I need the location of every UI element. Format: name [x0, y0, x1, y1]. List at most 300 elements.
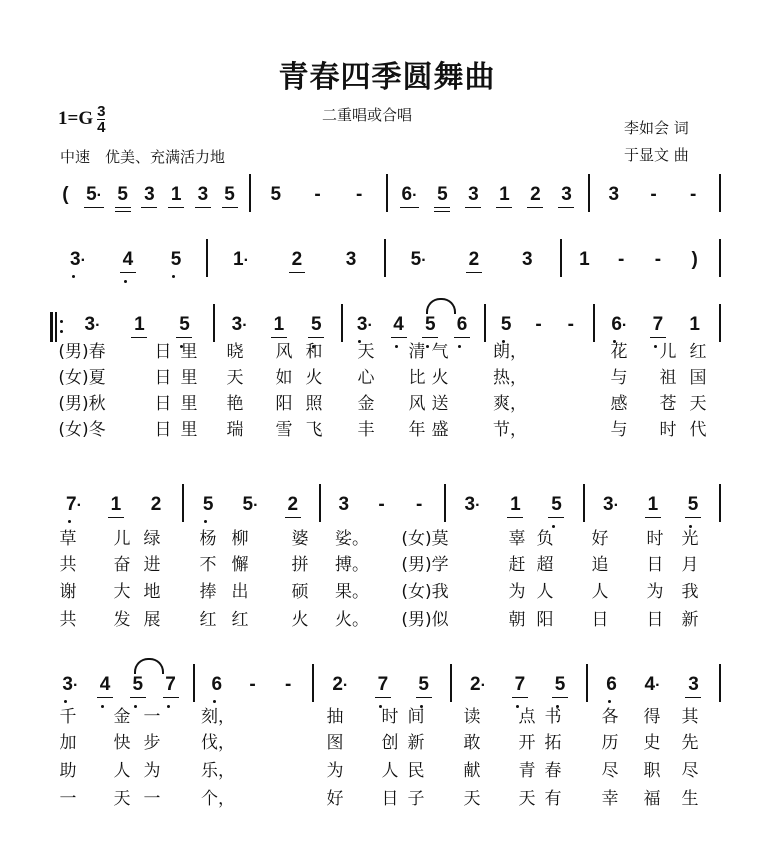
note — [647, 494, 659, 516]
measure — [52, 674, 187, 697]
lyric-syllable: 娑。 — [335, 529, 369, 549]
lyric-syllable: 大 — [113, 582, 131, 602]
lyric-syllable: 好 — [326, 789, 344, 809]
note-number: 6 — [401, 184, 413, 205]
note-number: - — [535, 314, 542, 335]
augmentation-dot: · — [621, 317, 628, 334]
dash-sustain — [652, 249, 664, 271]
measure — [592, 674, 713, 697]
lyric-syllable: 历 — [601, 733, 619, 753]
lyric-syllable: 得 — [643, 707, 661, 727]
lyric-syllable: 婆 — [291, 529, 309, 549]
lyric-syllable: (女)莫 — [401, 529, 449, 549]
lyric-syllable: 为 — [508, 582, 526, 602]
note — [603, 494, 619, 517]
barline — [593, 304, 595, 342]
lyric-syllable: 朗， — [493, 342, 527, 362]
note — [310, 314, 322, 336]
note-number: 5 — [202, 494, 214, 515]
note-number: 4 — [393, 314, 404, 335]
augmentation-dot: · — [421, 252, 427, 269]
note-number: 3 — [338, 494, 350, 515]
note-number: 7 — [66, 494, 77, 515]
key-signature — [58, 104, 105, 135]
low-octave-dot — [101, 705, 104, 708]
low-octave-dot — [72, 275, 75, 278]
parenthesis — [59, 184, 71, 206]
underline-eighth — [685, 517, 701, 518]
low-octave-dot — [134, 705, 137, 708]
repeat-sign-stroke — [50, 312, 53, 342]
note-number: - — [415, 494, 423, 515]
lyric-syllable: 我 — [681, 582, 699, 602]
lyric-syllable: 日 — [154, 420, 172, 440]
lyric-syllable: 天 — [226, 368, 244, 388]
lyric-syllable: 春 — [544, 761, 562, 781]
note — [357, 314, 373, 337]
note-number: 3 — [62, 674, 73, 695]
lyric-syllable: 心 — [357, 368, 375, 388]
lyric-syllable: 地 — [143, 582, 161, 602]
low-octave-dot — [654, 345, 657, 348]
lyric-syllable: 日 — [154, 368, 172, 388]
note — [652, 314, 664, 336]
augmentation-dot: · — [367, 317, 373, 334]
dash-sustain — [282, 674, 294, 696]
note — [291, 249, 303, 271]
note-number: 3 — [464, 494, 476, 515]
note-number: - — [355, 184, 363, 205]
underline-eighth — [512, 697, 528, 698]
measure — [594, 184, 713, 206]
measure — [219, 314, 335, 337]
underline-eighth — [434, 207, 450, 208]
barline — [386, 174, 388, 212]
measure — [212, 249, 378, 272]
lyric-syllable: 千 — [59, 707, 77, 727]
augmentation-dot: · — [76, 497, 82, 514]
note-number: 5 — [170, 249, 182, 270]
note-number: 7 — [652, 314, 664, 335]
lyric-syllable: 比 — [408, 368, 426, 388]
note — [133, 314, 145, 336]
lyric-syllable: 阳 — [275, 394, 293, 414]
note — [132, 674, 144, 696]
dash-sustain — [615, 249, 627, 271]
note — [689, 314, 701, 336]
lyric-syllable: 日 — [154, 342, 172, 362]
lyric-syllable: 丰 — [357, 420, 375, 440]
lyric-syllable: 天 — [689, 394, 707, 414]
lyric-syllable: 红 — [689, 342, 707, 362]
lyric-syllable: (女)冬 — [58, 420, 106, 440]
underline-eighth — [400, 207, 420, 208]
lyric-syllable: 快 — [113, 733, 131, 753]
note — [233, 249, 249, 272]
lyric-syllable: 谢 — [59, 582, 77, 602]
barline — [182, 484, 184, 522]
lyric-syllable: 感 — [610, 394, 628, 414]
underline-sixteenth — [115, 211, 131, 212]
measure — [255, 184, 380, 206]
underline-eighth — [141, 207, 157, 208]
dash-sustain — [353, 184, 365, 206]
dash-sustain — [246, 674, 258, 696]
lyric-syllable: 时 — [381, 707, 399, 727]
barline — [341, 304, 343, 342]
lyric-syllable: 出 — [231, 582, 249, 602]
dash-sustain — [532, 314, 544, 336]
note — [224, 184, 236, 206]
lyric-syllable: 助 — [59, 761, 77, 781]
lyric-syllable: 有 — [544, 789, 562, 809]
underline-eighth — [558, 207, 574, 208]
lyric-syllable: 年 — [408, 420, 426, 440]
barline — [484, 304, 486, 342]
lyric-syllable: 如 — [275, 368, 293, 388]
lyric-syllable: 朝 — [508, 610, 526, 630]
lyric-syllable: 风 — [275, 342, 293, 362]
lyric-syllable: 国 — [689, 368, 707, 388]
lyric-syllable: 敢 — [463, 733, 481, 753]
underline-sixteenth — [434, 211, 450, 212]
lyric-syllable: 里 — [180, 394, 198, 414]
note-number: - — [617, 249, 625, 270]
lyric-syllable: (男)秋 — [58, 394, 106, 414]
underline-eighth — [163, 697, 179, 698]
measure — [589, 494, 713, 517]
subtitle: 二重唱或合唱 — [322, 106, 413, 124]
note-number: 3 — [608, 184, 620, 205]
note-number: 5 — [437, 184, 448, 205]
underline-eighth — [507, 517, 523, 518]
note — [645, 674, 661, 697]
measure — [599, 314, 713, 337]
lyric-syllable: 好 — [591, 529, 609, 549]
note — [273, 314, 285, 336]
composer-credit: 于显文 曲 — [624, 146, 689, 164]
underline-eighth — [195, 207, 211, 208]
note — [287, 494, 299, 516]
note-number: 5 — [86, 184, 97, 205]
lyric-syllable: 人 — [536, 582, 554, 602]
lyric-syllable: 风 — [408, 394, 426, 414]
repeat-sign-stroke — [55, 312, 57, 342]
note — [122, 249, 134, 271]
barline — [588, 174, 590, 212]
underline-eighth — [130, 697, 146, 698]
lyric-syllable: 读 — [463, 707, 481, 727]
note — [243, 494, 259, 517]
repeat-sign-stroke — [60, 320, 63, 323]
note-number: 2 — [291, 249, 303, 270]
lyric-syllable: 火 — [305, 368, 323, 388]
note-number: 3 — [522, 249, 533, 270]
note — [509, 494, 521, 516]
augmentation-dot: · — [72, 677, 79, 694]
augmentation-dot: · — [243, 252, 249, 269]
lyric-syllable: 人 — [113, 761, 131, 781]
low-octave-dot — [124, 280, 127, 283]
time-signature — [97, 104, 105, 135]
lyric-syllable: 间 — [407, 707, 425, 727]
measure — [52, 249, 200, 272]
note-number: 1 — [689, 314, 700, 335]
lyric-syllable: 共 — [59, 555, 77, 575]
lyric-syllable: 晓 — [226, 342, 244, 362]
measure — [68, 314, 207, 337]
underline-eighth — [391, 337, 407, 338]
lyric-syllable: 福 — [643, 789, 661, 809]
lyric-syllable: 一 — [143, 789, 161, 809]
note-number: 6 — [606, 674, 617, 695]
note-number: - — [654, 249, 662, 270]
lyric-syllable: 火 — [431, 368, 449, 388]
barline — [384, 239, 386, 277]
lyric-syllable: (男)春 — [58, 342, 106, 362]
note-number: - — [650, 184, 657, 205]
lyric-syllable: 新 — [681, 610, 699, 630]
barline — [312, 664, 314, 702]
note-number: 7 — [377, 674, 389, 695]
lyric-syllable: 为 — [326, 761, 344, 781]
note — [143, 184, 155, 206]
lyric-syllable: 气 — [431, 342, 449, 362]
measure — [392, 184, 582, 207]
note — [578, 249, 590, 271]
underline-eighth — [645, 517, 661, 518]
barline — [719, 484, 721, 522]
underline-eighth — [527, 207, 543, 208]
lyric-syllable: 尽 — [681, 761, 699, 781]
note-number: 6 — [211, 674, 223, 695]
lyric-syllable: 日 — [591, 610, 609, 630]
lyric-syllable: 节， — [493, 420, 527, 440]
note — [608, 184, 620, 206]
augmentation-dot: · — [253, 497, 259, 514]
note-number: 5 — [425, 314, 436, 335]
dash-sustain — [311, 184, 323, 206]
lyric-syllable: 月 — [681, 555, 699, 575]
note-number: 5 — [687, 494, 699, 515]
note-number: 3 — [468, 184, 479, 205]
lyric-syllable: 一 — [59, 789, 77, 809]
repeat-sign-stroke — [60, 330, 63, 333]
lyric-syllable: 捧 — [199, 582, 217, 602]
note — [550, 494, 562, 516]
lyric-syllable: 硕 — [291, 582, 309, 602]
note-number: 7 — [165, 674, 176, 695]
lyric-syllable: 红 — [231, 610, 249, 630]
note-number: 3 — [356, 314, 368, 335]
measure — [347, 314, 478, 337]
note — [424, 314, 436, 336]
lyric-syllable: 光 — [681, 529, 699, 549]
underline-eighth — [222, 207, 238, 208]
note-number: 1 — [110, 494, 122, 515]
augmentation-dot: · — [342, 677, 349, 694]
lyric-syllable: 幸 — [601, 789, 619, 809]
measure — [390, 249, 554, 272]
underline-eighth — [115, 207, 131, 208]
barline — [450, 664, 452, 702]
lyric-syllable: 火 — [291, 610, 309, 630]
measure — [325, 494, 438, 516]
note-number: 1 — [510, 494, 521, 515]
note-number: - — [689, 184, 697, 205]
lyric-syllable: 步 — [143, 733, 161, 753]
note — [470, 674, 486, 697]
lyric-syllable: 人 — [381, 761, 399, 781]
measure — [318, 674, 444, 697]
note — [529, 184, 541, 206]
measure — [450, 494, 577, 517]
barline — [719, 304, 721, 342]
note-number: 3 — [70, 249, 81, 270]
low-octave-dot — [458, 345, 461, 348]
note-number: 6 — [456, 314, 468, 335]
note — [211, 674, 223, 696]
time-bottom: 4 — [97, 119, 106, 136]
note-number: 7 — [514, 674, 526, 695]
underline-eighth — [168, 207, 184, 208]
note — [468, 249, 480, 271]
barline — [444, 484, 446, 522]
lyric-syllable: 书 — [544, 707, 562, 727]
note — [165, 674, 177, 696]
note — [498, 184, 510, 206]
lyric-syllable: 加 — [59, 733, 77, 753]
note-number: 4 — [99, 674, 111, 695]
lyric-syllable: 热， — [493, 368, 527, 388]
lyric-syllable: 与 — [610, 368, 628, 388]
lyric-syllable: (女)我 — [401, 582, 449, 602]
note-number: 5 — [117, 184, 128, 205]
note-number: 5 — [311, 314, 322, 335]
underline-eighth — [685, 697, 701, 698]
lyric-syllable: 乐， — [201, 761, 235, 781]
low-octave-dot — [204, 520, 207, 523]
note — [170, 184, 182, 206]
lyric-syllable: 职 — [643, 761, 661, 781]
augmentation-dot: · — [480, 677, 486, 694]
lyric-syllable: 负 — [536, 529, 554, 549]
note — [411, 249, 427, 272]
note — [150, 494, 162, 516]
barline — [719, 174, 721, 212]
note — [110, 494, 122, 516]
barline — [319, 484, 321, 522]
underline-eighth — [84, 207, 104, 208]
underline-eighth — [97, 697, 113, 698]
lyric-syllable: 拓 — [544, 733, 562, 753]
note — [554, 674, 566, 696]
note-number: 1 — [170, 184, 182, 205]
augmentation-dot: · — [80, 252, 86, 269]
time-top: 3 — [97, 103, 106, 120]
underline-eighth — [289, 272, 305, 273]
note — [202, 494, 214, 516]
dash-sustain — [375, 494, 387, 516]
song-title: 青春四季圆舞曲 — [278, 60, 496, 95]
augmentation-dot: · — [242, 317, 248, 334]
lyric-syllable: 各 — [601, 707, 619, 727]
note — [270, 184, 282, 206]
lyric-syllable: 为 — [143, 761, 161, 781]
lyric-syllable: 盛 — [431, 420, 449, 440]
note-number: 3 — [603, 494, 614, 515]
note-number: 1 — [579, 249, 590, 270]
dash-sustain — [565, 314, 577, 336]
note-number: 1 — [233, 249, 244, 270]
lyric-syllable: 杨 — [199, 529, 217, 549]
lyric-syllable: 开 — [518, 733, 536, 753]
lyric-syllable: 天 — [113, 789, 131, 809]
lyric-syllable: 人 — [591, 582, 609, 602]
note — [687, 494, 699, 516]
lyric-syllable: 送 — [431, 394, 449, 414]
note — [70, 249, 86, 272]
note — [86, 184, 102, 207]
note — [467, 184, 479, 206]
low-octave-dot — [172, 275, 175, 278]
note — [338, 494, 350, 516]
measure — [188, 494, 313, 517]
barline — [719, 239, 721, 277]
lyric-syllable: 雪 — [275, 420, 293, 440]
note-number: 5 — [500, 314, 512, 335]
note — [197, 184, 209, 206]
augmentation-dot: · — [96, 187, 102, 204]
note — [418, 674, 430, 696]
note — [606, 674, 618, 696]
lyric-syllable: 草 — [59, 529, 77, 549]
lyric-syllable: 尽 — [601, 761, 619, 781]
lyric-syllable: 民 — [407, 761, 425, 781]
note-number: 3 — [345, 249, 357, 270]
lyric-syllable: 追 — [591, 555, 609, 575]
lyric-syllable: 时 — [646, 529, 664, 549]
augmentation-dot: · — [412, 187, 418, 204]
lyric-syllable: 先 — [681, 733, 699, 753]
underline-eighth — [375, 697, 391, 698]
lyric-syllable: 青 — [518, 761, 536, 781]
lyric-syllable: 金 — [357, 394, 375, 414]
note-number: 5 — [551, 494, 562, 515]
lyric-syllable: 与 — [610, 420, 628, 440]
barline — [586, 664, 588, 702]
lyric-syllable: 火。 — [335, 610, 369, 630]
dash-sustain — [647, 184, 659, 206]
barline — [206, 239, 208, 277]
lyric-syllable: 爽， — [493, 394, 527, 414]
lyric-syllable: 祖 — [659, 368, 677, 388]
low-octave-dot — [167, 705, 170, 708]
note-number: 2 — [150, 494, 162, 515]
lyric-syllable: 抽 — [326, 707, 344, 727]
lyric-syllable: 搏。 — [335, 555, 369, 575]
note-number: ( — [62, 184, 69, 205]
lyric-syllable: 绿 — [143, 529, 161, 549]
lyric-syllable: 超 — [536, 555, 554, 575]
lyric-syllable: 里 — [180, 342, 198, 362]
note-number: 2 — [470, 674, 481, 695]
lyric-syllable: 天 — [357, 342, 375, 362]
note-number: - — [567, 314, 574, 335]
note — [99, 674, 111, 696]
underline-eighth — [131, 337, 147, 338]
lyric-syllable: 飞 — [305, 420, 323, 440]
